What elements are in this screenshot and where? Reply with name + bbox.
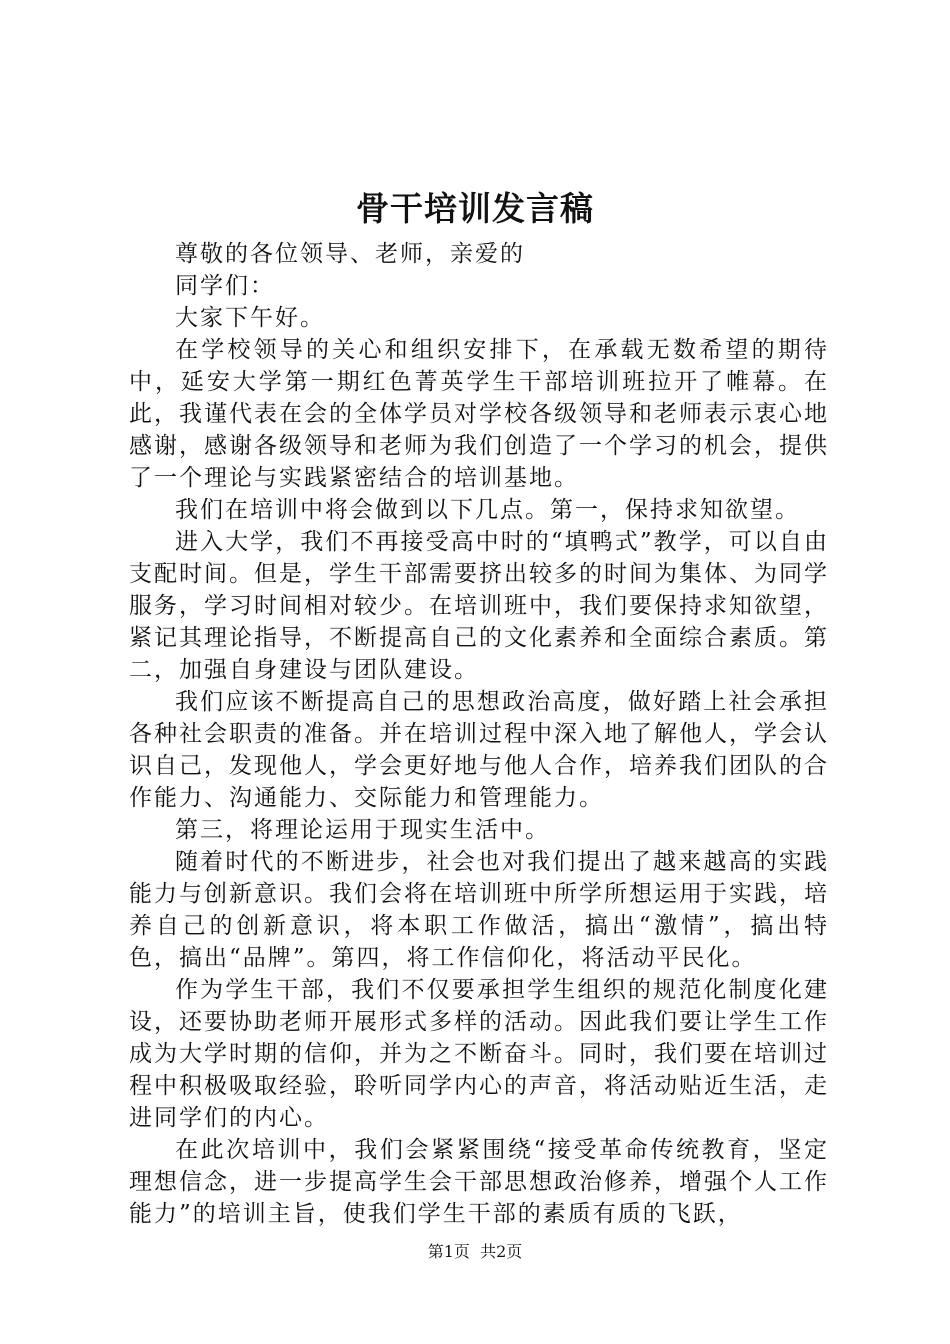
paragraph-greeting: 大家下午好。 <box>175 305 325 331</box>
page-footer <box>0 1240 950 1264</box>
paragraph: 随着时代的不断进步，社会也对我们提出了越来越高的实践能力与创新意识。我们会将在培训班中所学所想运用于实践，培养自己的创新意识，将本职工作做活，搞出“激情”，搞出特色，搞出“品牌”。第四，将工作信仰化，将活动平民化。 <box>129 849 829 971</box>
paragraph: 作为学生干部，我们不仅要承担学生组织的规范化制度化建设，还要协助老师开展形式多样的活动。因此我们要让学生工作成为大学时期的信仰，并为之不断奋斗。同时，我们要在培训过程中积极吸取经验，聆听同学内心的声音，将活动贴近生活，走进同学们的内心。 <box>129 977 829 1131</box>
paragraph: 我们应该不断提高自己的思想政治高度，做好踏上社会承担各种社会职责的准备。并在培训过程中深入地了解他人，学会认识自己，发现他人，学会更好地与他人合作，培养我们团队的合作能力、沟通能力、交际能力和管理能力。 <box>129 689 829 811</box>
paragraph: 进入大学，我们不再接受高中时的“填鸭式”教学，可以自由支配时间。但是，学生干部需要挤出较多的时间为集体、为同学服务，学习时间相对较少。在培训班中，我们要保持求知欲望，紧记其理论指导，不断提高自己的文化素养和全面综合素质。第二，加强自身建设与团队建设。 <box>129 529 829 683</box>
paragraph: 在学校领导的关心和组织安排下，在承载无数希望的期待中，延安大学第一期红色菁英学生干部培训班拉开了帷幕。在此，我谨代表在会的全体学员对学校各级领导和老师表示衷心地感谢，感谢各级领导和老师为我们创造了一个学习的机会，提供了一个理论与实践紧密结合的培训基地。 <box>129 337 829 491</box>
paragraph-salutation-cont: 同学们： <box>175 273 275 299</box>
document-title: 骨干培训发言稿 <box>356 189 594 228</box>
document-body <box>129 238 829 1230</box>
paragraph: 我们在培训中将会做到以下几点。第一，保持求知欲望。 <box>175 497 800 523</box>
paragraph-salutation: 尊敬的各位领导、老师，亲爱的 <box>175 241 525 267</box>
paragraph: 在此次培训中，我们会紧紧围绕“接受革命传统教育，坚定理想信念，进一步提高学生会干部思想政治修养，增强个人工作能力”的培训主旨，使我们学生干部的素质有质的飞跃， <box>129 1137 829 1227</box>
page-number-label: 第1页 共2页 <box>427 1242 523 1261</box>
paragraph: 第三，将理论运用于现实生活中。 <box>175 817 550 843</box>
